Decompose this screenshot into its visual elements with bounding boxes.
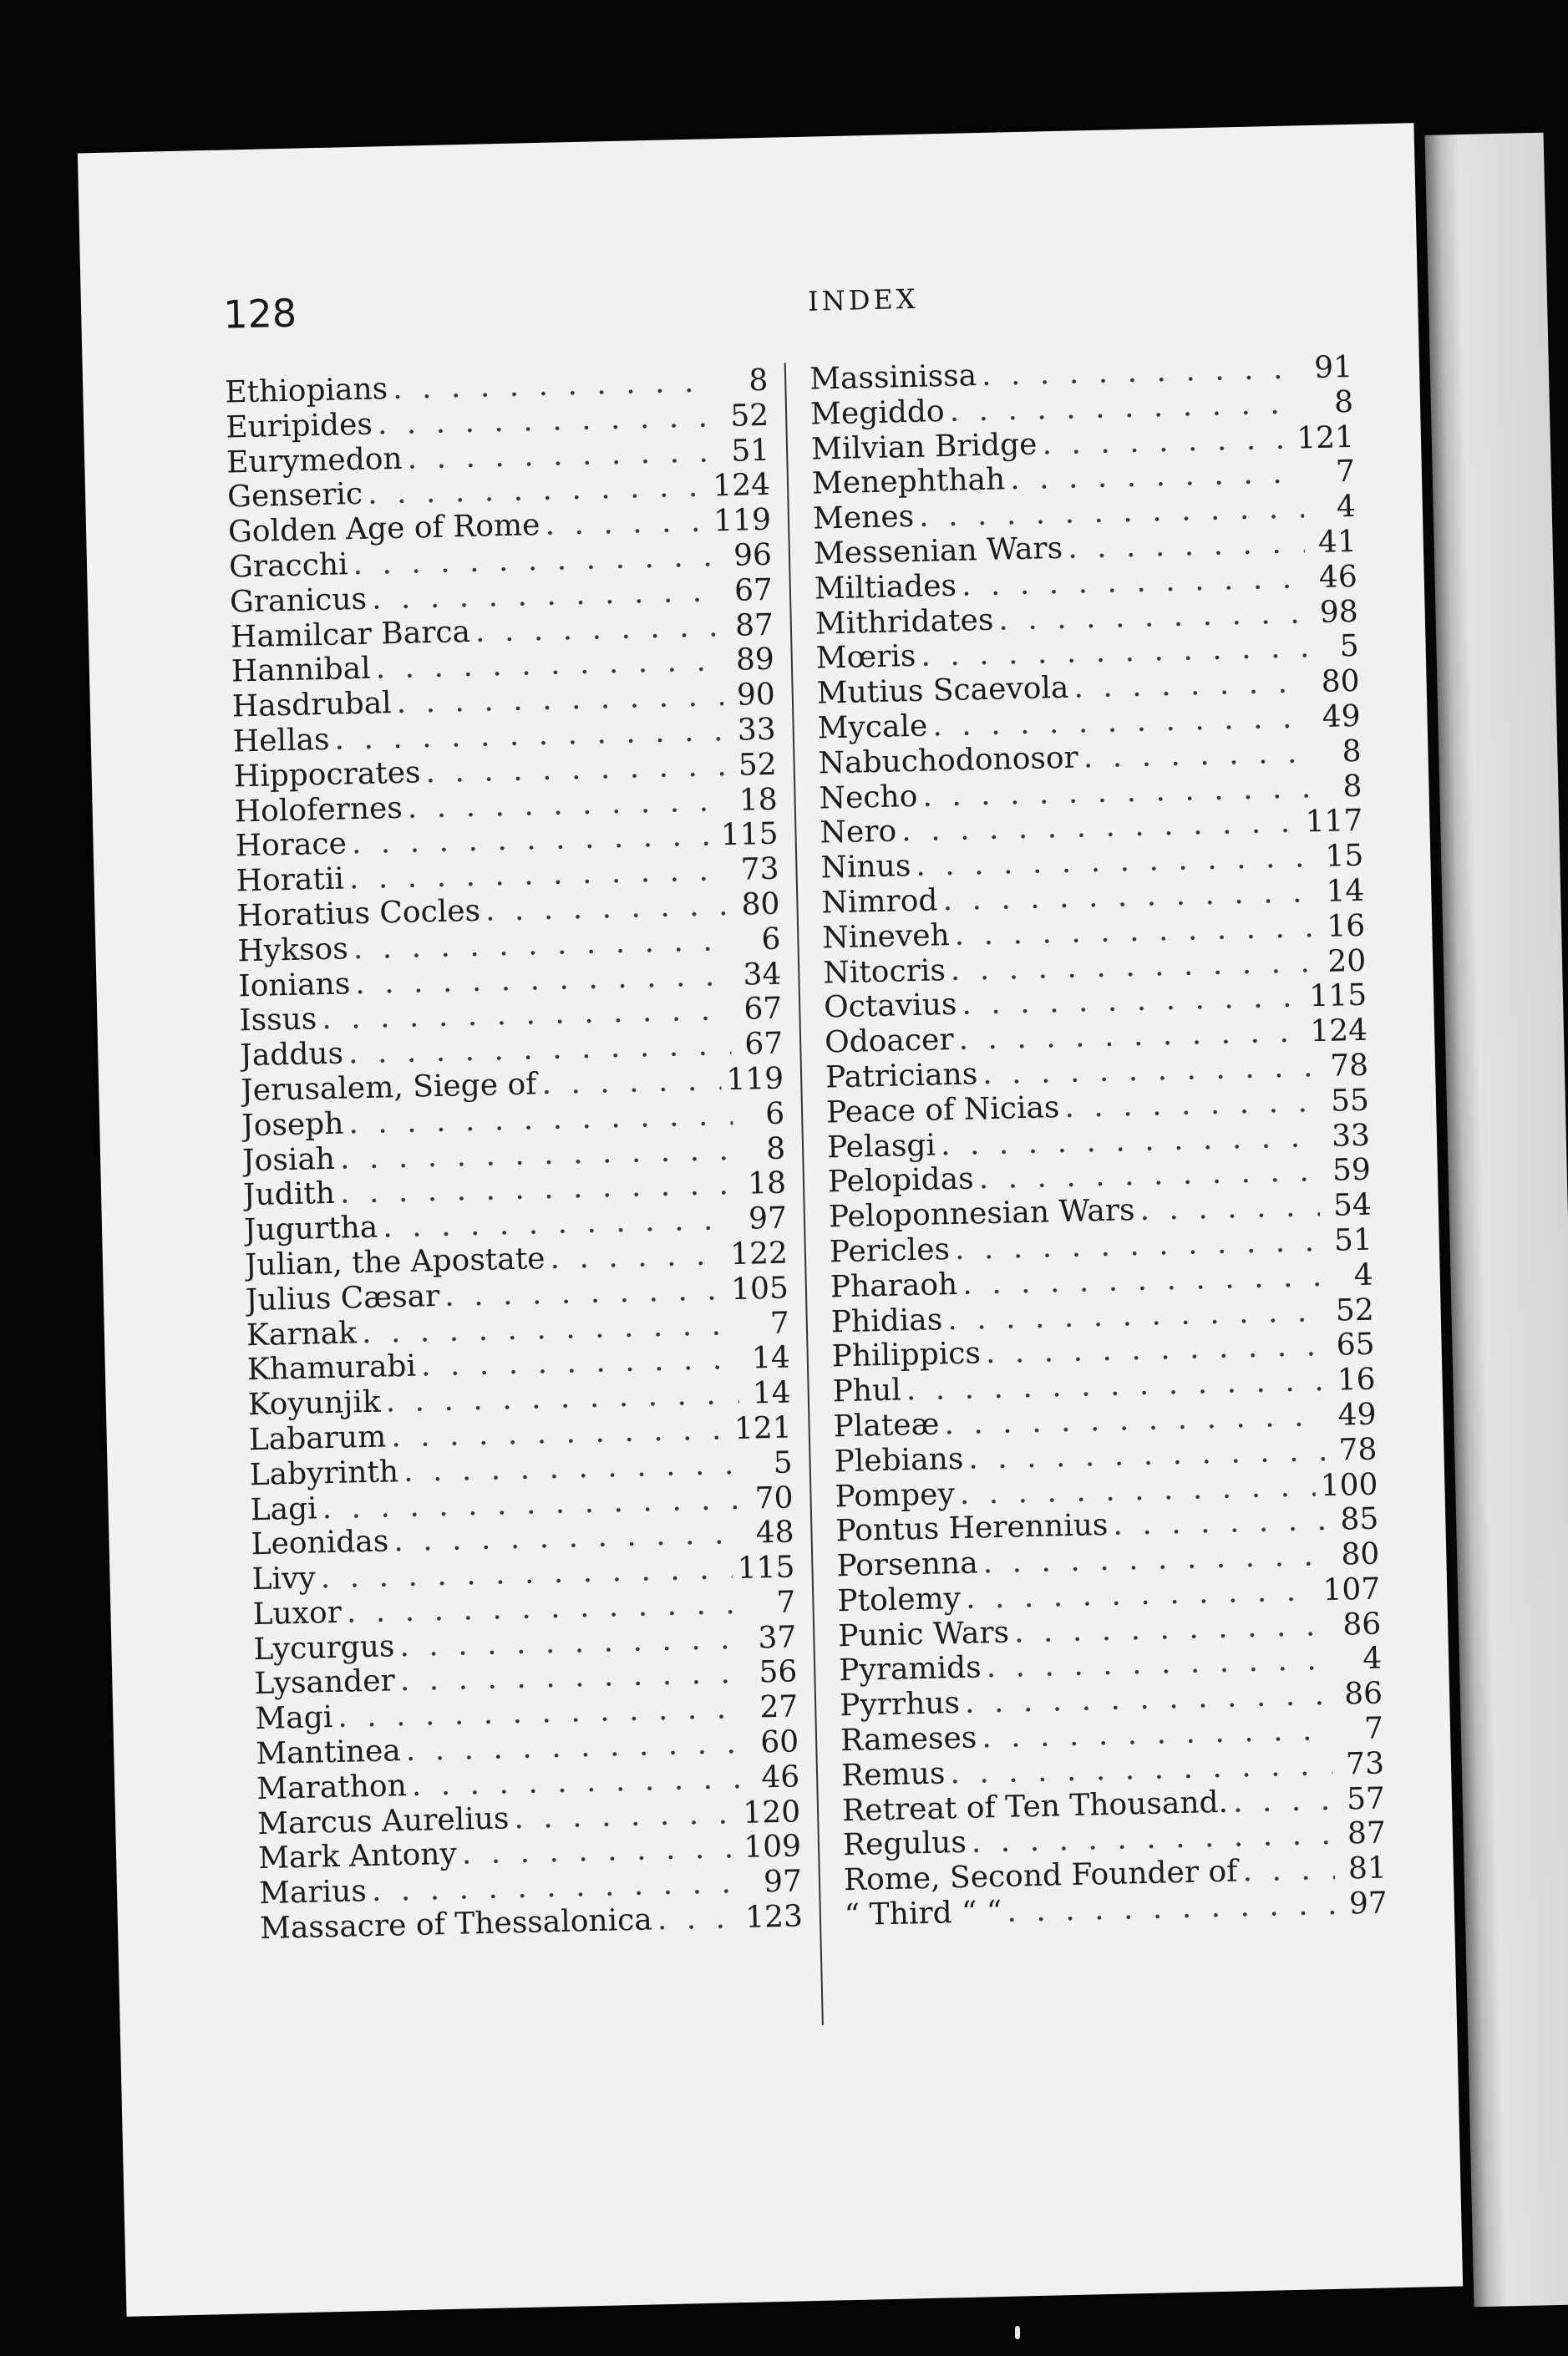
index-page-ref: 54	[1332, 1187, 1373, 1223]
index-page-ref: 115	[1308, 978, 1368, 1014]
index-page-ref: 6	[761, 922, 781, 957]
index-term: Leonidas	[251, 1524, 389, 1562]
index-term: Holofernes	[234, 790, 403, 829]
index-term: Hasdrubal	[231, 686, 393, 724]
index-page-ref: 14	[1325, 873, 1365, 909]
index-page-ref: 33	[737, 712, 777, 748]
index-page-ref: 73	[1345, 1746, 1385, 1782]
index-term: Retreat of Ten Thousand.	[841, 1785, 1229, 1828]
index-page-ref: 98	[1319, 594, 1359, 630]
index-term: Plebians	[834, 1441, 964, 1480]
index-page-ref: 121	[1296, 419, 1355, 456]
index-column-right	[809, 350, 1388, 1933]
index-page-ref: 123	[744, 1899, 804, 1935]
index-page-ref: 86	[1343, 1676, 1383, 1712]
index-term: Phidias	[830, 1302, 943, 1339]
index-page-ref: 7	[769, 1306, 790, 1341]
index-page-ref: 52	[1335, 1292, 1375, 1328]
index-term: Nineveh	[821, 917, 951, 956]
index-page-ref: 7	[1335, 454, 1356, 490]
index-page-ref: 97	[763, 1864, 803, 1900]
index-term: Mantinea	[255, 1734, 402, 1772]
index-term: Rome, Second Founder of	[843, 1854, 1238, 1898]
index-term: Jugurtha	[243, 1210, 378, 1248]
index-term: Magi	[254, 1700, 333, 1737]
dot-leader	[514, 1796, 738, 1836]
dot-leader	[425, 749, 725, 790]
index-term: Marius	[258, 1874, 368, 1912]
index-term: Nimrod	[820, 883, 938, 921]
index-page-ref: 4	[1362, 1642, 1383, 1677]
index-page-ref: 8	[1333, 384, 1354, 420]
index-page-ref: 117	[1305, 804, 1363, 840]
dot-leader	[407, 434, 718, 475]
index-term: Pompey	[835, 1476, 956, 1514]
dot-leader	[1139, 1189, 1320, 1227]
index-page-ref: 90	[736, 677, 776, 713]
index-term: Rameses	[840, 1720, 977, 1759]
index-page-ref: 67	[743, 991, 783, 1027]
index-page-ref: 7	[776, 1585, 796, 1620]
index-page-ref: 105	[730, 1271, 789, 1307]
index-page-ref: 97	[1348, 1886, 1388, 1922]
index-page-ref: 115	[720, 817, 779, 853]
index-page-ref: 27	[759, 1689, 799, 1725]
index-page-ref: 55	[1330, 1083, 1370, 1119]
index-page-ref: 5	[1339, 629, 1360, 664]
dot-leader	[1233, 1783, 1334, 1820]
index-term: Plateæ	[833, 1407, 940, 1445]
index-page-ref: 97	[748, 1201, 788, 1236]
index-page-ref: 78	[1338, 1432, 1378, 1468]
index-term: Lagi	[250, 1490, 318, 1527]
index-page-ref: 14	[751, 1340, 791, 1376]
index-column-left	[225, 363, 804, 1947]
index-page-ref: 46	[1318, 559, 1358, 595]
index-page-ref: 65	[1336, 1327, 1376, 1363]
index-term: Pelopidas	[827, 1161, 975, 1200]
index-page-ref: 124	[712, 468, 771, 504]
index-term: Mithridates	[814, 602, 994, 642]
dot-leader	[1242, 1852, 1335, 1888]
index-term: Ptolemy	[836, 1581, 962, 1619]
index-page-ref: 51	[1333, 1222, 1373, 1258]
index-page-ref: 8	[1342, 769, 1362, 804]
dot-leader	[550, 1237, 726, 1276]
index-page-ref: 78	[1329, 1048, 1369, 1084]
index-term: Josiah	[241, 1141, 336, 1178]
index-term: Joseph	[241, 1106, 344, 1144]
index-page-ref: 4	[1336, 490, 1357, 525]
index-page-ref: 14	[752, 1375, 792, 1411]
index-term: Messenian Wars	[813, 531, 1063, 571]
index-page-ref: 52	[738, 747, 778, 783]
index-page-ref: 87	[734, 607, 774, 643]
index-term: Pericles	[829, 1232, 951, 1270]
index-page-ref: 4	[1353, 1257, 1374, 1292]
index-term: Philippics	[831, 1336, 982, 1374]
dot-leader	[998, 596, 1307, 637]
index-term: Pelasgi	[826, 1128, 936, 1165]
dot-leader	[657, 1901, 740, 1937]
index-term: Marcus Aurelius	[256, 1800, 510, 1841]
index-term: Golden Age of Rome	[227, 508, 540, 550]
index-page-ref: 60	[759, 1724, 799, 1760]
index-page-ref: 59	[1332, 1153, 1372, 1189]
index-page-ref: 122	[729, 1236, 789, 1272]
index-term: Julius Cæsar	[245, 1278, 440, 1318]
index-page-ref: 85	[1340, 1501, 1379, 1537]
dot-leader	[444, 1272, 727, 1313]
page-header	[223, 269, 1226, 350]
index-term: Milvian Bridge	[810, 427, 1038, 467]
index-page-ref: 57	[1346, 1781, 1386, 1817]
index-term: Mœris	[815, 639, 916, 676]
index-term: Menephthah	[811, 462, 1006, 502]
index-page-ref: 46	[760, 1759, 800, 1795]
index-term: Hellas	[232, 722, 330, 759]
index-term: Massacre of Thessalonica	[259, 1902, 653, 1947]
index-page-ref: 100	[1320, 1467, 1378, 1503]
dot-leader	[461, 1831, 738, 1872]
index-term: Pyrrhus	[839, 1686, 961, 1724]
index-term: Hannibal	[231, 652, 372, 689]
index-page-ref: 96	[733, 537, 773, 573]
dot-leader	[485, 888, 728, 928]
dot-leader	[541, 1063, 722, 1101]
index-term: Mutius Scaevola	[816, 670, 1069, 711]
index-term: Nabuchodonosor	[818, 740, 1079, 781]
index-term: Judith	[242, 1176, 336, 1213]
index-term: Horatius Cocles	[236, 893, 481, 934]
index-term: Massinissa	[809, 358, 977, 397]
index-page-ref: 67	[733, 572, 774, 608]
index-term: Ethiopians	[224, 372, 388, 410]
index-columns	[225, 348, 1459, 2171]
index-term: Odoacer	[824, 1023, 955, 1060]
index-page-ref: 20	[1327, 943, 1367, 979]
dust-speck	[1015, 2326, 1020, 2339]
index-page-ref: 34	[743, 957, 782, 993]
index-term: Luxor	[252, 1595, 343, 1632]
running-head: INDEX	[807, 282, 919, 317]
index-term: Nitocris	[822, 952, 946, 991]
index-term: Pontus Herennius	[835, 1508, 1109, 1549]
index-term: Hamilcar Barca	[230, 614, 471, 655]
dot-leader	[1064, 1084, 1317, 1125]
index-page-ref: 51	[730, 433, 770, 469]
dot-leader	[545, 505, 709, 542]
index-term: Regulus	[842, 1825, 967, 1863]
dot-leader	[1042, 421, 1292, 461]
index-term: Lysander	[253, 1663, 396, 1702]
page-number: 128	[222, 290, 297, 338]
index-term: Ninus	[820, 849, 911, 886]
index-page-ref: 91	[1313, 349, 1353, 385]
index-page-ref: 8	[765, 1131, 786, 1166]
dot-leader	[1073, 665, 1308, 704]
dot-leader	[1083, 735, 1310, 774]
index-page-ref: 48	[755, 1515, 794, 1551]
index-page-ref: 52	[729, 398, 769, 434]
index-page-ref: 7	[1363, 1711, 1384, 1747]
index-term: Genseric	[226, 477, 363, 515]
index-page-ref: 89	[735, 642, 775, 678]
index-term: Karnak	[246, 1315, 358, 1353]
index-term: Necho	[819, 779, 918, 816]
index-term: Marathon	[256, 1768, 408, 1806]
dot-leader	[1007, 1887, 1336, 1929]
index-page-ref: 37	[758, 1620, 797, 1656]
index-page-ref: 18	[738, 782, 779, 818]
index-page-ref: 121	[733, 1410, 793, 1446]
index-page-ref: 33	[1331, 1118, 1371, 1154]
index-term: Peace of Nicias	[825, 1089, 1060, 1130]
index-term: Julian, the Apostate	[244, 1241, 546, 1283]
index-page-ref: 49	[1322, 698, 1361, 734]
index-page-ref: 80	[1341, 1536, 1380, 1572]
index-term: Issus	[238, 1002, 317, 1038]
index-term: Horatii	[236, 861, 345, 899]
index-term: Jaddus	[239, 1036, 344, 1074]
index-term: Miltiades	[814, 568, 957, 607]
index-page-ref: 18	[747, 1165, 787, 1201]
index-term: Megiddo	[809, 394, 946, 432]
index-page-ref: 87	[1347, 1815, 1387, 1851]
index-term: Livy	[251, 1561, 317, 1597]
index-term: Lycurgus	[253, 1629, 395, 1667]
index-page-ref: 80	[741, 886, 780, 922]
index-page-ref: 119	[713, 502, 772, 539]
index-term: Eurymedon	[226, 441, 403, 480]
index-page-ref: 119	[726, 1061, 784, 1098]
index-term: Hyksos	[237, 932, 349, 969]
dot-leader	[475, 609, 723, 649]
index-term: Gracchi	[228, 547, 348, 585]
index-page-ref: 73	[740, 851, 779, 887]
index-term: Octavius	[823, 988, 957, 1025]
index-page-ref: 49	[1337, 1397, 1377, 1433]
index-term: Labarum	[248, 1419, 387, 1458]
index-page-ref: 15	[1325, 838, 1364, 874]
index-page-ref: 8	[1342, 734, 1362, 769]
index-page-ref: 5	[773, 1445, 794, 1480]
dot-leader	[1010, 456, 1304, 497]
index-page-ref: 86	[1342, 1607, 1382, 1643]
index-term: Remus	[840, 1756, 946, 1794]
index-page-ref: 41	[1317, 524, 1357, 560]
index-term: Jerusalem, Siege of	[240, 1067, 537, 1109]
index-term: Hippocrates	[233, 755, 421, 795]
index-term: Granicus	[229, 581, 368, 620]
index-term: Mark Antony	[257, 1837, 458, 1876]
index-page-ref: 120	[742, 1795, 801, 1830]
index-term: Khamurabi	[246, 1348, 417, 1388]
index-term: Porsenna	[835, 1546, 979, 1584]
index-page-ref: 67	[743, 1026, 784, 1062]
index-page-ref: 16	[1337, 1362, 1376, 1398]
index-page-ref: 80	[1321, 664, 1361, 700]
index-term: Phul	[832, 1373, 902, 1409]
book-page	[78, 123, 1463, 2317]
index-page-ref: 109	[743, 1829, 802, 1866]
index-term: Punic Wars	[837, 1615, 1010, 1653]
index-term: Labyrinth	[249, 1454, 399, 1492]
index-term: Ionians	[238, 966, 351, 1003]
index-page-ref: 8	[748, 363, 769, 399]
dot-leader	[1068, 526, 1306, 565]
index-term: Menes	[812, 500, 915, 536]
index-page-ref: 81	[1347, 1851, 1388, 1886]
index-page-ref: 107	[1322, 1572, 1381, 1607]
index-term: Peloponnesian Wars	[828, 1193, 1135, 1235]
index-page-ref: 6	[764, 1096, 785, 1131]
index-page-ref: 70	[754, 1480, 794, 1516]
index-term: Patricians	[825, 1057, 978, 1095]
index-term: Horace	[235, 826, 348, 864]
index-term: Nero	[820, 814, 897, 850]
index-term: Euripides	[225, 407, 373, 445]
index-term: Pharaoh	[830, 1267, 958, 1305]
index-page-ref: 124	[1309, 1013, 1368, 1049]
index-term: Pyramids	[838, 1650, 982, 1688]
index-page-ref: 16	[1326, 908, 1366, 944]
index-page-ref: 115	[737, 1550, 795, 1587]
index-term: Koyunjik	[247, 1384, 382, 1423]
dot-leader	[1113, 1503, 1327, 1542]
index-term: “ Third “ “	[844, 1894, 1002, 1933]
index-page-ref: 56	[759, 1654, 798, 1690]
index-term: Mycale	[817, 708, 928, 746]
